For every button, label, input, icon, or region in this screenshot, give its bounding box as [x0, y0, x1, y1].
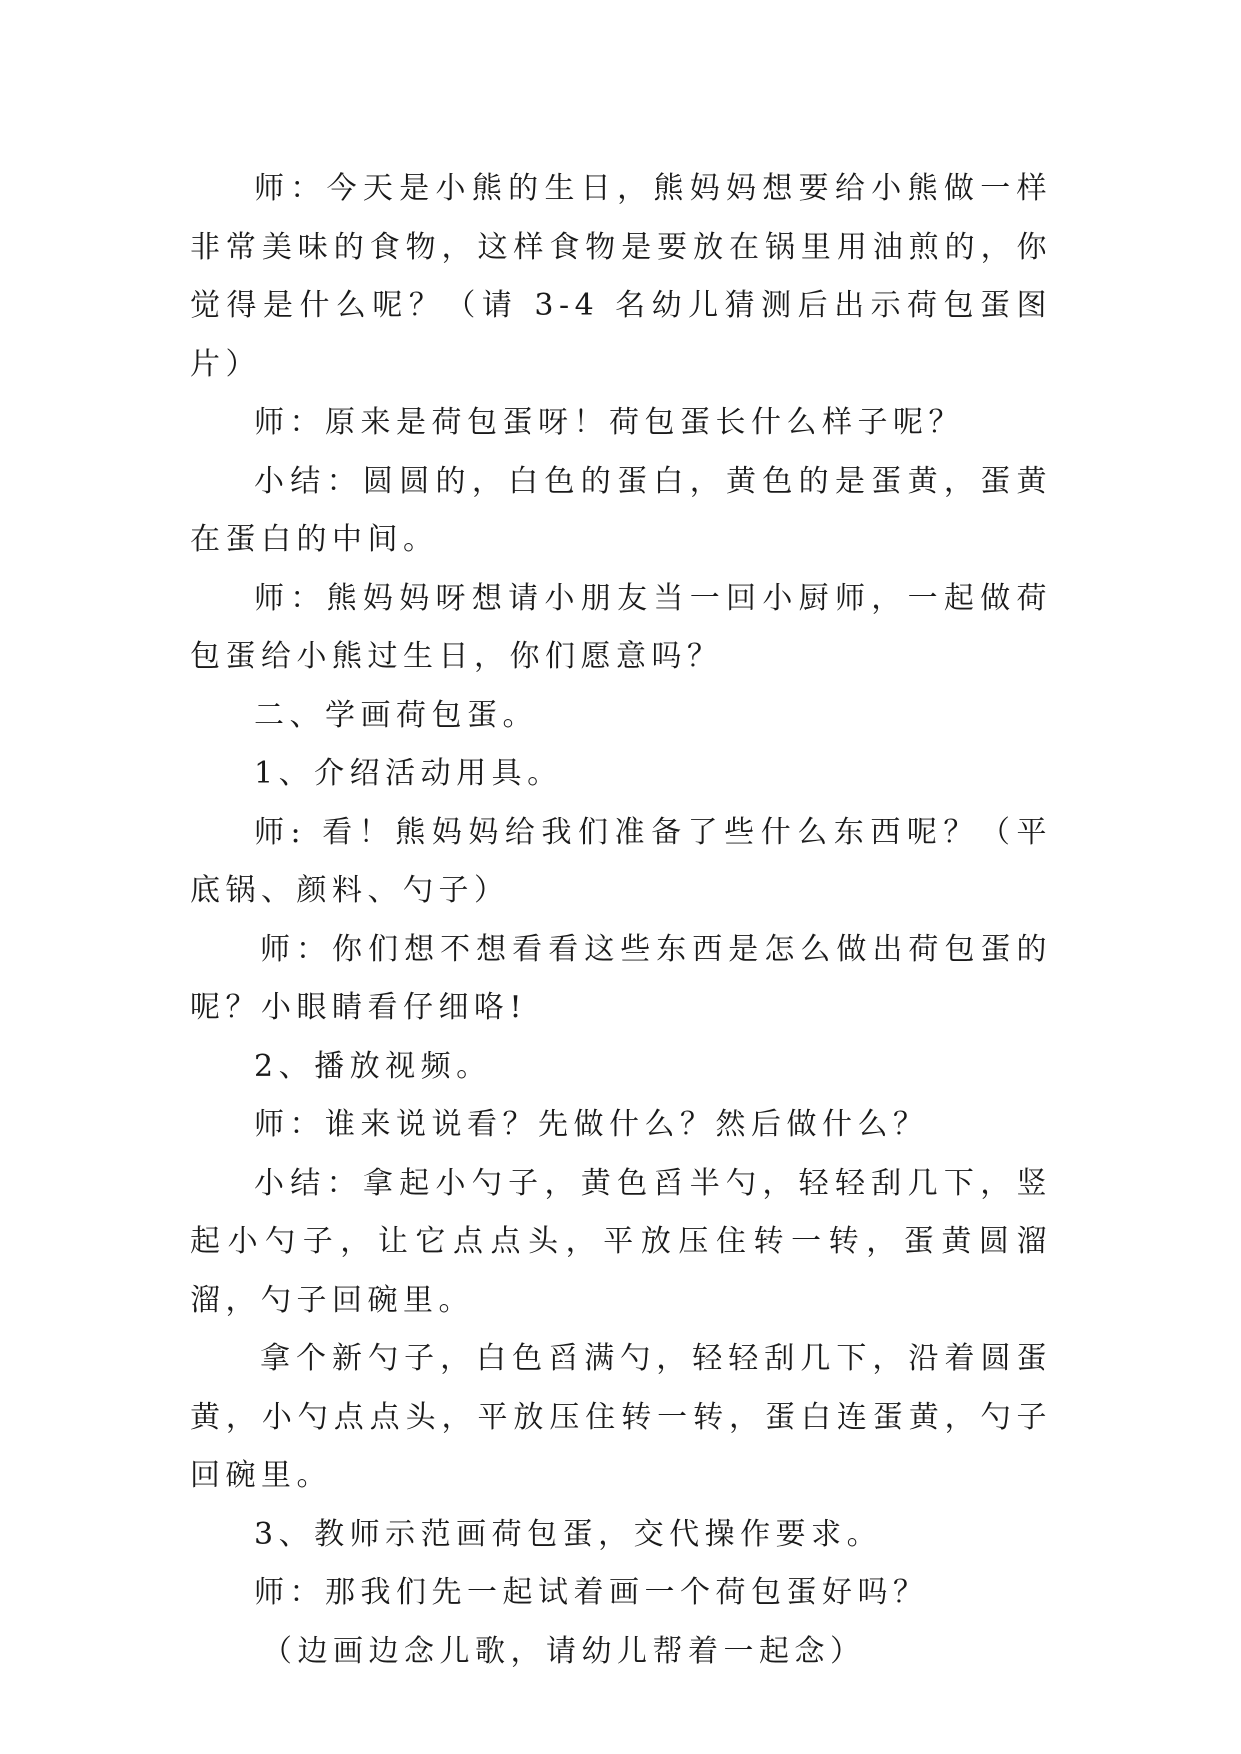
paragraph-summary-yolk: 小结：拿起小勺子，黄色舀半勺，轻轻刮几下，竖起小勺子，让它点点头，平放压住转一转，蛋黄圆溜溜，勺子回碗里。: [190, 1165, 1052, 1318]
section-heading-2: 二、学画荷包蛋。: [254, 697, 538, 733]
paragraph-white: 拿个新勺子，白色舀满勺，轻轻刮几下，沿着圆蛋黄，小勺点点头，平放压住转一转，蛋白连蛋黄，勺子回碗里。: [190, 1341, 1052, 1493]
paragraph-egg-look: 师：原来是荷包蛋呀！荷包蛋长什么样子呢？: [254, 405, 964, 440]
document-body: [190, 160, 1052, 1681]
paragraph-rhyme-note: （边画边念儿歌，请幼儿帮着一起念）: [262, 1633, 866, 1669]
paragraph-try-draw: 师：那我们先一起试着画一个荷包蛋好吗？: [254, 1575, 929, 1610]
step-heading-3: 3、教师示范画荷包蛋，交代操作要求。: [254, 1516, 883, 1552]
paragraph-watch: 师：你们想不想看看这些东西是怎么做出荷包蛋的呢？小眼睛看仔细咯!: [190, 931, 1052, 1025]
paragraph-intro-question: 师：今天是小熊的生日，熊妈妈想要给小熊做一样非常美味的食物，这样食物是要放在锅里用油煎的，你觉得是什么呢？（请 3-4 名幼儿猜测后出示荷包蛋图片）: [190, 171, 1052, 382]
paragraph-summary-egg: 小结：圆圆的，白色的蛋白，黄色的是蛋黄，蛋黄在蛋白的中间。: [190, 463, 1052, 557]
step-heading-2: 2、播放视频。: [254, 1048, 492, 1084]
paragraph-who-says: 师：谁来说说看？先做什么？然后做什么？: [254, 1107, 929, 1142]
paragraph-invite-chef: 师：熊妈妈呀想请小朋友当一回小厨师，一起做荷包蛋给小熊过生日，你们愿意吗？: [190, 580, 1052, 674]
step-heading-1: 1、介绍活动用具。: [254, 756, 563, 791]
paragraph-tools: 师: 看！熊妈妈给我们准备了些什么东西呢？（平底锅、颜料、勺子）: [190, 814, 1052, 908]
